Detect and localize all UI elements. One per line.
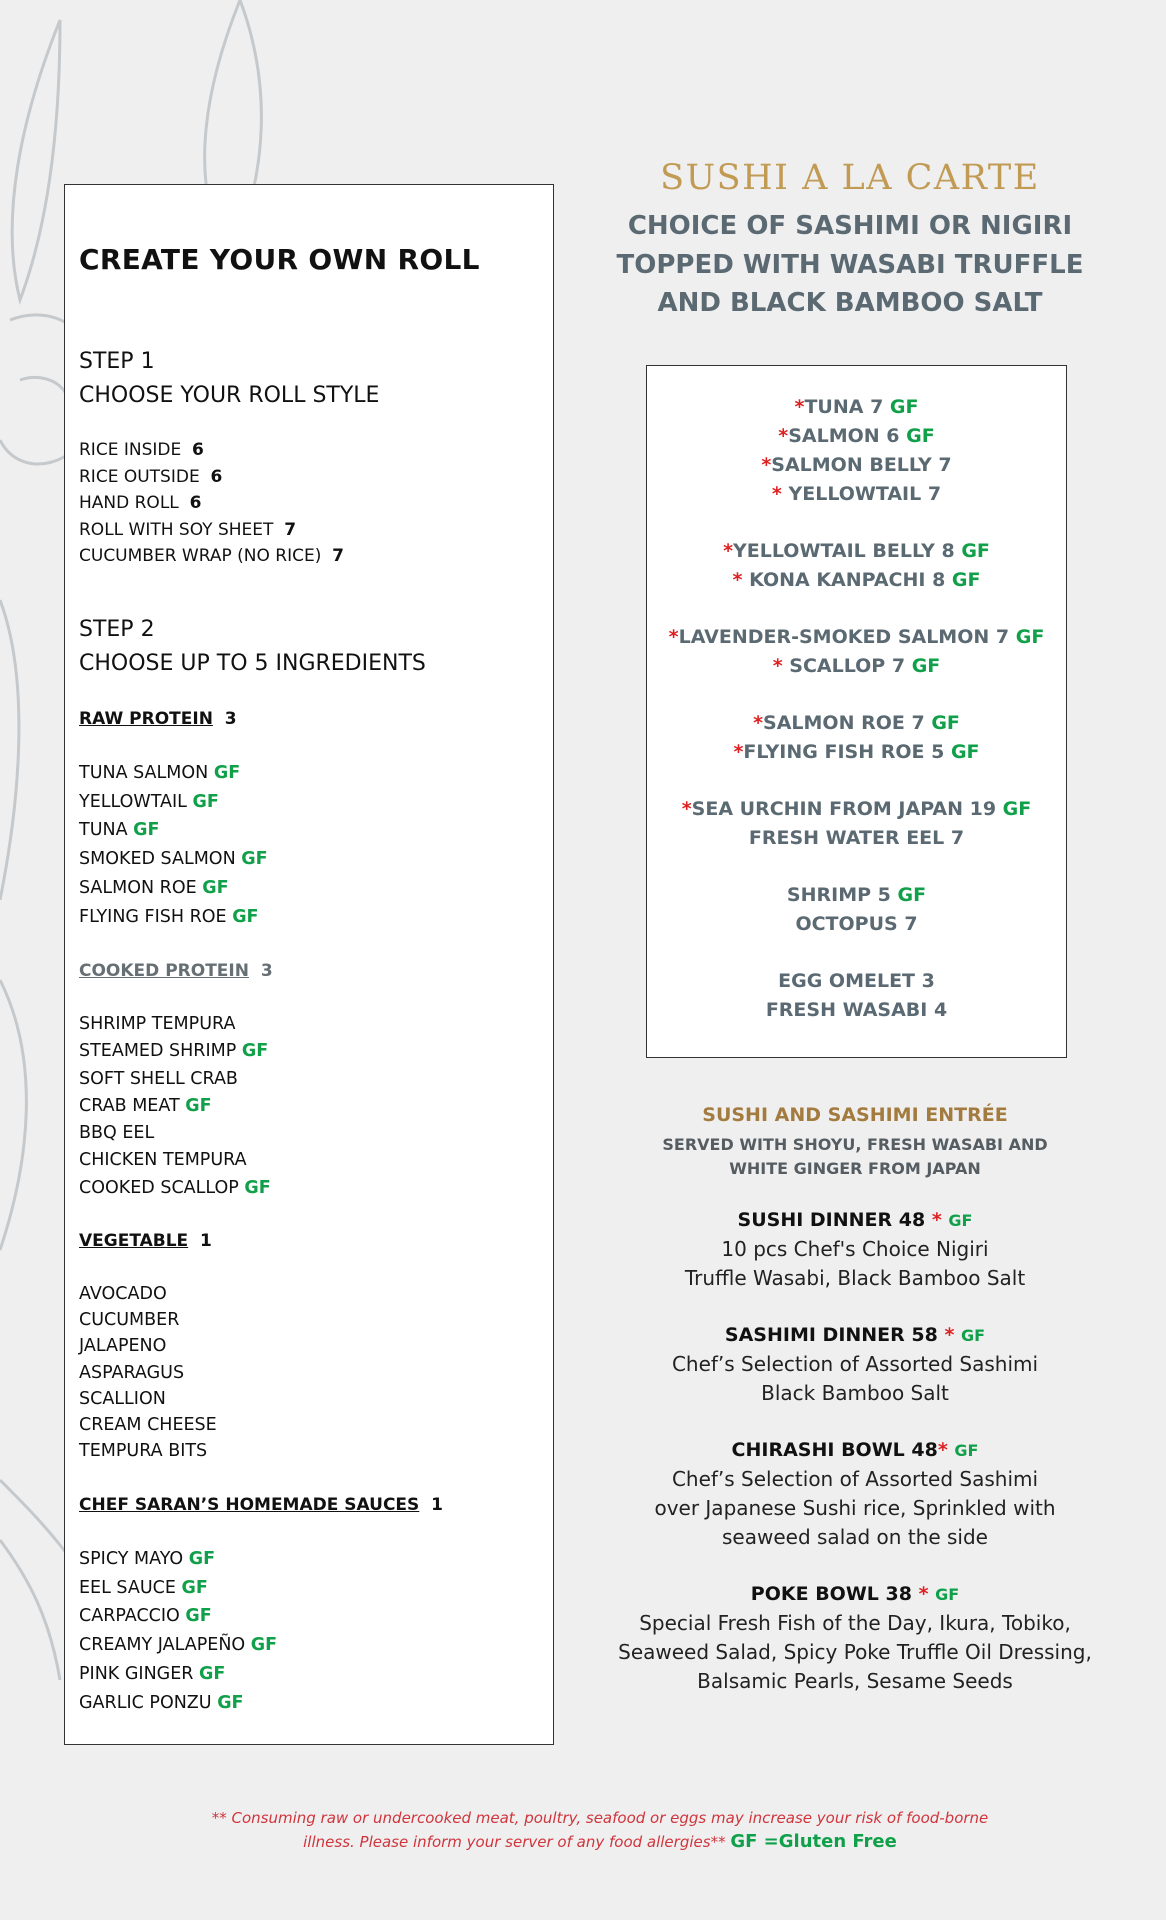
roll-style-item: HAND ROLL 6	[79, 493, 202, 513]
dish-sushi-dinner: SUSHI DINNER 48 * GF 10 pcs Chef's Choice Nigiri Truffle Wasabi, Black Bamboo Salt	[684, 1209, 1026, 1290]
sushi-item: *LAVENDER-SMOKED SALMON 7 GF	[668, 626, 1045, 648]
list-item: JALAPENO	[79, 1336, 167, 1357]
list-item: CREAM CHEESE	[79, 1415, 217, 1436]
list-item: SMOKED SALMON GF	[79, 849, 268, 870]
roll-style-item: ROLL WITH SOY SHEET 7	[79, 519, 297, 540]
list-item: AVOCADO	[79, 1284, 167, 1304]
list-item: EEL SAUCE GF	[79, 1577, 208, 1598]
step1-label: STEP 1	[79, 349, 155, 374]
list-item: PINK GINGER GF	[79, 1663, 226, 1684]
gluten-free-legend: GF =Gluten Free	[730, 1831, 897, 1852]
panel-title: CREATE YOUR OWN ROLL	[79, 243, 480, 276]
sushi-item: *YELLOWTAIL BELLY 8 GF	[723, 540, 990, 562]
sushi-item: *SALMON BELLY 7	[761, 454, 952, 476]
sushi-a-la-carte-title: SUSHI A LA CARTE	[660, 158, 1040, 198]
list-item: CARPACCIO GF	[79, 1606, 212, 1627]
sushi-item: FRESH WASABI 4	[765, 999, 948, 1021]
step2-instruction: CHOOSE UP TO 5 INGREDIENTS	[79, 651, 426, 676]
sushi-item: * SCALLOP 7 GF	[772, 655, 941, 677]
a-la-carte-subtitle: CHOICE OF SASHIMI OR NIGIRI TOPPED WITH WASABI TRUFFLE AND BLACK BAMBOO SALT	[616, 211, 1084, 318]
sushi-item: * KONA KANPACHI 8 GF	[732, 569, 981, 591]
sushi-item: EGG OMELET 3	[778, 970, 935, 992]
list-item: GARLIC PONZU GF	[79, 1692, 244, 1713]
entree-title: SUSHI AND SASHIMI ENTRÉE	[702, 1104, 1008, 1126]
allergy-disclaimer: ** Consuming raw or undercooked meat, poultry, seafood or eggs may increase your risk of food-borne illness. Please inform your server of any food allergies** GF =Gluten Free	[211, 1809, 989, 1852]
sushi-item: *SEA URCHIN FROM JAPAN 19 GF	[681, 798, 1032, 820]
sushi-item: *SALMON ROE 7 GF	[753, 712, 960, 734]
raw-protein-heading: RAW PROTEIN 3	[79, 709, 237, 729]
step2-label: STEP 2	[79, 617, 155, 642]
sauces-heading: CHEF SARAN’S HOMEMADE SAUCES 1	[79, 1495, 443, 1515]
sushi-item: *TUNA 7 GF	[794, 396, 919, 418]
list-item: SALMON ROE GF	[79, 877, 229, 898]
list-item: FLYING FISH ROE GF	[79, 906, 259, 927]
entree-subtitle: SERVED WITH SHOYU, FRESH WASABI AND WHITE GINGER FROM JAPAN	[662, 1135, 1048, 1178]
cooked-protein-list	[79, 1011, 271, 1202]
roll-style-item: CUCUMBER WRAP (NO RICE) 7	[79, 546, 344, 566]
list-item: SHRIMP TEMPURA	[79, 1014, 236, 1034]
roll-style-item: RICE INSIDE 6	[79, 440, 204, 460]
list-item: YELLOWTAIL GF	[79, 791, 219, 812]
step2-heading	[79, 613, 426, 681]
step1-instruction: CHOOSE YOUR ROLL STYLE	[79, 383, 380, 408]
list-item: COOKED SCALLOP GF	[79, 1177, 271, 1198]
list-item: CREAMY JALAPEÑO GF	[79, 1635, 278, 1656]
step1-heading	[79, 345, 379, 413]
list-item: SOFT SHELL CRAB	[79, 1068, 238, 1089]
create-your-own-roll-panel	[64, 184, 554, 1745]
list-item: CHICKEN TEMPURA	[79, 1150, 247, 1171]
vegetable-heading: VEGETABLE 1	[79, 1231, 212, 1251]
list-item: TUNA GF	[79, 820, 160, 841]
list-item: TEMPURA BITS	[79, 1441, 208, 1462]
sushi-item: *SALMON 6 GF	[778, 425, 935, 447]
list-item: BBQ EEL	[79, 1123, 155, 1144]
sushi-item: FRESH WATER EEL 7	[748, 827, 965, 849]
dish-sashimi-dinner: SASHIMI DINNER 58 * GF Chef’s Selection of Assorted Sashimi Black Bamboo Salt	[671, 1324, 1039, 1405]
list-item: STEAMED SHRIMP GF	[79, 1041, 269, 1062]
sushi-item: *FLYING FISH ROE 5 GF	[733, 741, 980, 763]
list-item: TUNA SALMON GF	[79, 763, 241, 783]
raw-protein-list	[79, 759, 268, 931]
list-item: ASPARAGUS	[79, 1362, 185, 1383]
sushi-a-la-carte-list	[646, 365, 1067, 1058]
list-item: SCALLION	[79, 1388, 166, 1409]
list-item: SPICY MAYO GF	[79, 1549, 216, 1569]
roll-style-list	[79, 437, 344, 570]
sushi-item: OCTOPUS 7	[795, 913, 918, 935]
sauces-list	[79, 1545, 277, 1717]
list-item: CUCUMBER	[79, 1310, 180, 1331]
roll-style-item: RICE OUTSIDE 6	[79, 466, 223, 487]
list-item: CRAB MEAT GF	[79, 1095, 212, 1116]
dish-poke-bowl: POKE BOWL 38 * GF Special Fresh Fish of the Day, Ikura, Tobiko, Seaweed Salad, Spicy Poke Truffle Oil Dressing, Balsamic Pearls, Sesame Seeds	[618, 1583, 1092, 1693]
vegetable-list	[79, 1281, 217, 1464]
sushi-item: * YELLOWTAIL 7	[771, 483, 942, 505]
cooked-protein-heading: COOKED PROTEIN 3	[79, 961, 273, 981]
sushi-item: SHRIMP 5 GF	[786, 884, 927, 906]
dish-chirashi-bowl: CHIRASHI BOWL 48* GF Chef’s Selection of Assorted Sashimi over Japanese Sushi rice, Sprinkled with seaweed salad on the side	[654, 1439, 1056, 1549]
